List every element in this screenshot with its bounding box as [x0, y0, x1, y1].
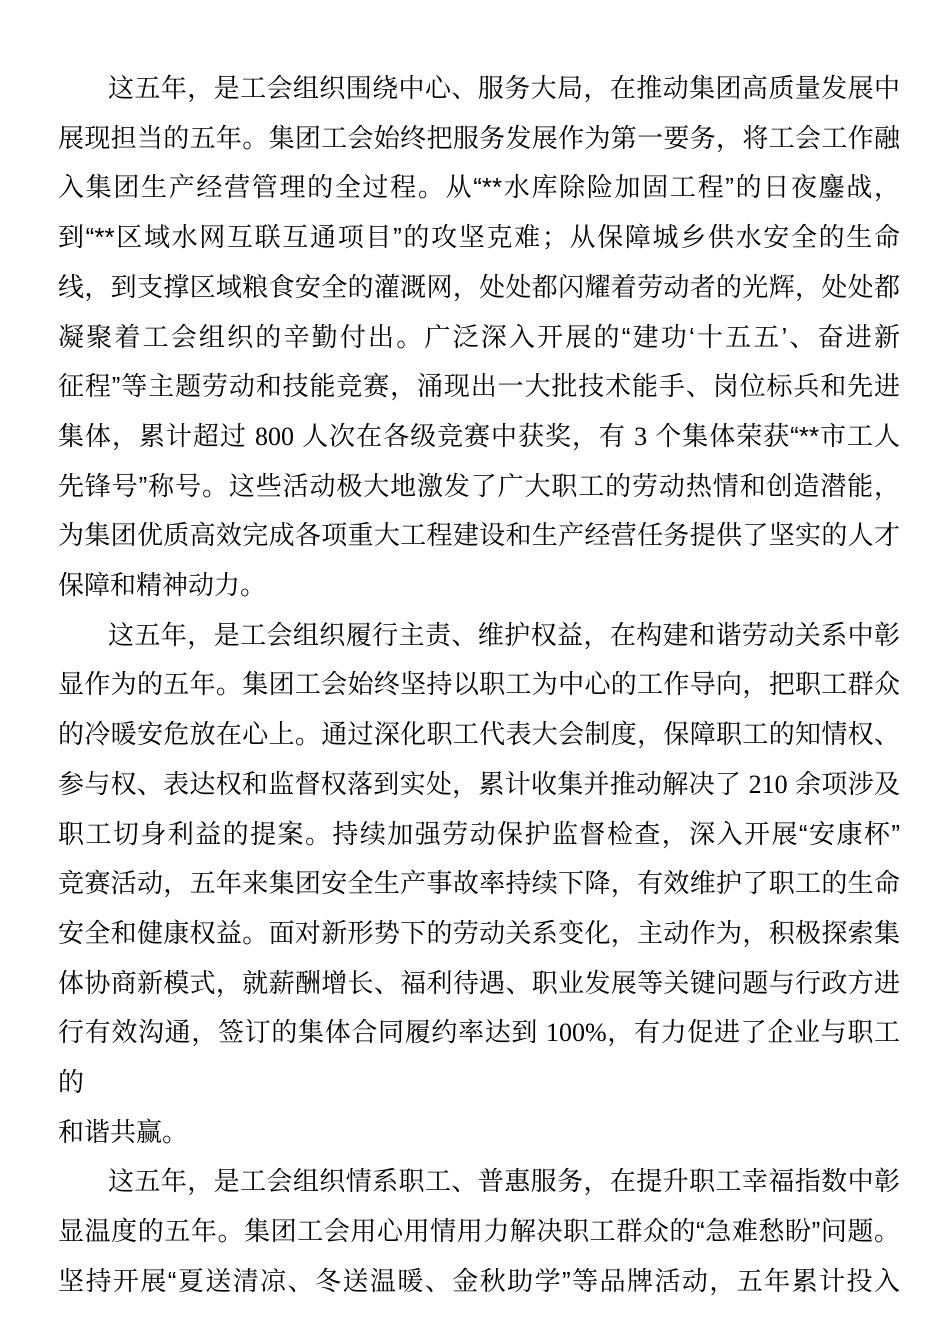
text-line: 线，到支撑区域粮食安全的灌溉网，处处都闪耀着劳动者的光辉，处处都: [58, 271, 900, 302]
text-line: 先锋号”称号。这些活动极大地激发了广大职工的劳动热情和创造潜能，: [58, 470, 900, 501]
text-line: 职工切身利益的提案。持续加强劳动保护监督检查，深入开展“安康杯”: [58, 818, 900, 849]
numeral: 800: [255, 421, 295, 451]
text-line: 凝聚着工会组织的辛勤付出。广泛深入开展的“建功‘十五五’、奋进新: [58, 321, 900, 352]
text-line: 安全和健康权益。面对新形势下的劳动关系变化，主动作为，积极探索集: [58, 917, 900, 948]
text-line: 竞赛活动，五年来集团安全生产事故率持续下降，有效维护了职工的生命: [58, 868, 900, 899]
text-line: 的冷暖安危放在心上。通过深化职工代表大会制度，保障职工的知情权、: [58, 719, 900, 750]
text-line: 参与权、表达权和监督权落到实处，累计收集并推动解决了 210 余项涉及: [58, 768, 900, 799]
text-line: 这五年，是工会组织情系职工、普惠服务，在提升职工幸福指数中彰: [108, 1166, 900, 1197]
text-line: 集体，累计超过 800 人次在各级竞赛中获奖，有 3 个集体荣获“**市工人: [58, 420, 900, 451]
text-line: 行有效沟通，签订的集体合同履约率达到 100%，有力促进了企业与职工的: [58, 1017, 900, 1098]
paragraph: [58, 64, 900, 611]
paragraph: [58, 1157, 900, 1306]
numeral: 3: [634, 421, 648, 451]
text-line: 显温度的五年。集团工会用心用情用力解决职工群众的“急难愁盼”问题。: [58, 1216, 900, 1247]
text-line: 这五年，是工会组织履行主责、维护权益，在构建和谐劳动关系中彰: [108, 619, 900, 650]
text-line: 到“**区域水网互联互通项目”的攻坚克难；从保障城乡供水安全的生命: [58, 222, 900, 253]
text-line: 体协商新模式，就薪酬增长、福利待遇、职业发展等关键问题与行政方进: [58, 967, 900, 998]
text-line: 保障和精神动力。: [58, 570, 267, 601]
paragraph: [58, 611, 900, 1158]
text-line: 入集团生产经营管理的全过程。从“**水库除险加固工程”的日夜鏖战，: [58, 172, 900, 203]
text-line: 坚持开展“夏送清凉、冬送温暖、金秋助学”等品牌活动，五年累计投入: [58, 1265, 900, 1296]
text-line: 为集团优质高效完成各项重大工程建设和生产经营任务提供了坚实的人才: [58, 520, 900, 551]
text-line: 征程”等主题劳动和技能竞赛，涌现出一大批技术能手、岗位标兵和先进: [58, 371, 900, 402]
numeral: 210: [748, 769, 788, 799]
text-line: 展现担当的五年。集团工会始终把服务发展作为第一要务，将工会工作融: [58, 122, 900, 153]
document-body: [58, 64, 900, 1307]
text-line: 显作为的五年。集团工会始终坚持以职工为中心的工作导向，把职工群众: [58, 669, 900, 700]
numeral: 100%: [545, 1018, 607, 1048]
text-line: 这五年，是工会组织围绕中心、服务大局，在推动集团高质量发展中: [108, 73, 900, 103]
text-line: 和谐共赢。: [58, 1116, 189, 1147]
